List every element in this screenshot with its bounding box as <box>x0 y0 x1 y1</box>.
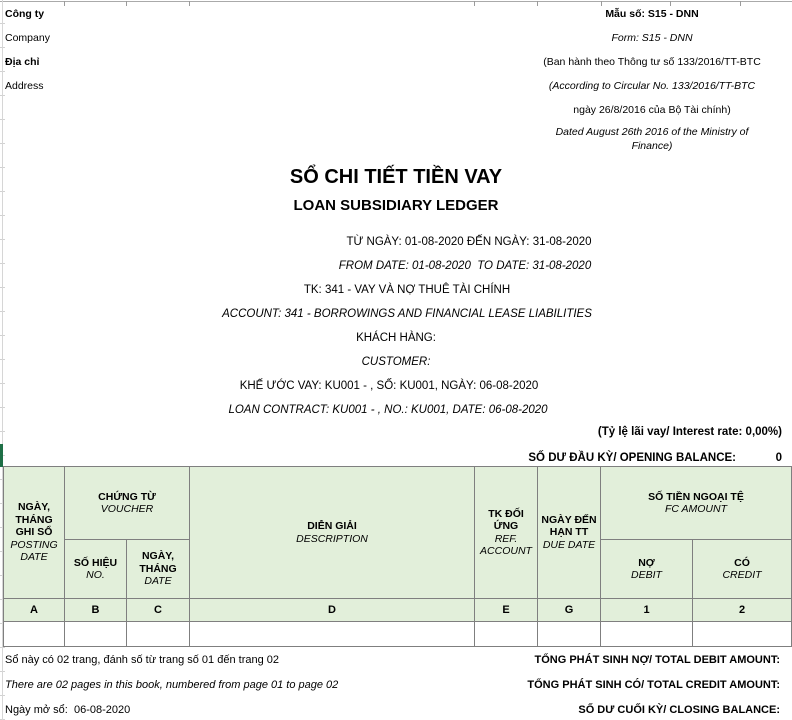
col-letter-c: C <box>127 599 190 622</box>
col-head-posting-date-vi: NGÀY, THÁNG GHI SỔ <box>15 501 53 539</box>
col-letter-b: B <box>65 599 127 622</box>
gridline-tick <box>474 1 475 6</box>
closing-balance-label: SỐ DƯ CUỐI KỲ/ CLOSING BALANCE: <box>578 704 780 716</box>
col-head-posting-date-en: POSTING DATE <box>10 538 58 564</box>
col-head-debit <box>601 540 693 599</box>
gridline-tick <box>126 1 127 6</box>
col-head-ref-account-vi: TK ĐỐI ỨNG <box>488 507 524 532</box>
customer-line-vi: KHÁCH HÀNG: <box>356 332 436 344</box>
table-row <box>4 622 792 647</box>
form-number-en: Form: S15 - DNN <box>611 32 693 44</box>
gridline-tick <box>64 1 65 6</box>
contract-line-vi: KHẾ ƯỚC VAY: KU001 - , SỐ: KU001, NGÀY: 06-08-2020 <box>239 380 539 392</box>
cell-ref-account[interactable] <box>475 622 538 647</box>
cell-credit[interactable] <box>693 622 792 647</box>
col-head-description-vi: DIỄN GIẢI <box>307 520 357 532</box>
col-group-voucher-en: VOUCHER <box>100 503 154 515</box>
account-line-en: ACCOUNT: 341 - BORROWINGS AND FINANCIAL LEASE LIABILITIES <box>222 308 592 320</box>
col-letter-g: G <box>538 599 601 622</box>
circular-date-en: Dated August 26th 2016 of the Ministry of Finance) <box>555 126 749 152</box>
col-head-debit-en: DEBIT <box>631 569 662 581</box>
col-letter-1: 1 <box>601 599 693 622</box>
circular-date-vi: ngày 26/8/2016 của Bộ Tài chính) <box>573 104 731 116</box>
interest-rate-line: (Tỷ lệ lãi vay/ Interest rate: 0,00%) <box>597 426 782 438</box>
cell-voucher-date[interactable] <box>127 622 190 647</box>
book-open-date: Ngày mở sổ: 06-08-2020 <box>5 704 131 716</box>
account-line-vi: TK: 341 - VAY VÀ NỢ THUÊ TÀI CHÍNH <box>303 284 511 296</box>
page-title-vi: SỔ CHI TIẾT TIỀN VAY <box>289 166 503 188</box>
form-number-block <box>497 2 792 153</box>
col-letter-e: E <box>475 599 538 622</box>
col-head-voucher-no <box>65 540 127 599</box>
page-title-en: LOAN SUBSIDIARY LEDGER <box>293 197 499 214</box>
company-label-en: Company <box>5 32 50 44</box>
col-head-ref-account-en: REF. ACCOUNT <box>480 532 532 557</box>
col-head-voucher-date-vi: NGÀY, THÁNG <box>139 550 177 575</box>
company-label-vi: Công ty <box>5 8 45 20</box>
col-head-voucher-no-vi: SỐ HIỆU <box>73 556 118 569</box>
col-group-fc-amount-vi: SỐ TIỀN NGOẠI TỆ <box>648 490 744 503</box>
col-group-fc-amount <box>601 467 792 540</box>
address-label-en: Address <box>5 80 44 92</box>
total-debit-label: TỔNG PHÁT SINH NỢ/ TOTAL DEBIT AMOUNT: <box>534 654 780 666</box>
contract-line-en: LOAN CONTRACT: KU001 - , NO.: KU001, DATE: 06-08-2020 <box>228 404 548 416</box>
circular-ref-vi: (Ban hành theo Thông tư số 133/2016/TT-BTC <box>543 56 761 68</box>
col-head-description-en: DESCRIPTION <box>296 532 368 545</box>
address-label-vi: Địa chỉ <box>5 56 40 68</box>
col-letter-2: 2 <box>693 599 792 622</box>
pages-note-vi: Sổ này có 02 trang, đánh số từ trang số 01 đến trang 02 <box>5 654 279 666</box>
customer-line-en: CUSTOMER: <box>361 356 431 368</box>
period-line-vi: TỪ NGÀY: 01-08-2020 ĐẾN NGÀY: 31-08-2020 <box>346 236 592 248</box>
col-head-credit-vi: CÓ <box>734 556 750 569</box>
col-letter-d: D <box>190 599 475 622</box>
opening-balance-value: 0 <box>775 452 782 464</box>
col-head-posting-date <box>4 467 65 599</box>
col-head-credit-en: CREDIT <box>722 569 762 581</box>
col-group-voucher <box>65 467 190 540</box>
col-head-credit <box>693 540 792 599</box>
col-head-due-date-en: DUE DATE <box>542 538 596 551</box>
col-head-due-date <box>538 467 601 599</box>
pages-note-en: There are 02 pages in this book, numbered from page 01 to page 02 <box>5 679 339 691</box>
col-head-description <box>190 467 475 599</box>
col-head-ref-account <box>475 467 538 599</box>
cell-description[interactable] <box>190 622 475 647</box>
ledger-table <box>3 466 792 647</box>
gridline-tick <box>189 1 190 6</box>
period-line-en: FROM DATE: 01-08-2020 TO DATE: 31-08-2020 <box>338 260 592 272</box>
col-head-due-date-vi: NGÀY ĐẾN HẠN TT <box>541 513 597 539</box>
col-head-voucher-date-en: DATE <box>144 575 172 588</box>
col-group-voucher-vi: CHỨNG TỪ <box>98 490 156 503</box>
form-number-vi: Mẫu số: S15 - DNN <box>605 8 699 20</box>
col-head-debit-vi: NỢ <box>638 556 655 569</box>
total-credit-label: TỔNG PHÁT SINH CÓ/ TOTAL CREDIT AMOUNT: <box>527 679 780 691</box>
circular-ref-en: (According to Circular No. 133/2016/TT-BTC <box>548 80 756 92</box>
cell-due-date[interactable] <box>538 622 601 647</box>
company-address-block <box>5 2 50 98</box>
cell-debit[interactable] <box>601 622 693 647</box>
cell-posting-date[interactable] <box>4 622 65 647</box>
col-group-fc-amount-en: FC AMOUNT <box>664 503 728 515</box>
col-head-voucher-date <box>127 540 190 599</box>
row-accent-bar <box>0 444 3 467</box>
col-letter-a: A <box>4 599 65 622</box>
col-head-voucher-no-en: NO. <box>86 569 105 581</box>
cell-voucher-no[interactable] <box>65 622 127 647</box>
ledger-info-block <box>0 230 792 422</box>
opening-balance-label: SỐ DƯ ĐẦU KỲ/ OPENING BALANCE: <box>528 452 736 464</box>
